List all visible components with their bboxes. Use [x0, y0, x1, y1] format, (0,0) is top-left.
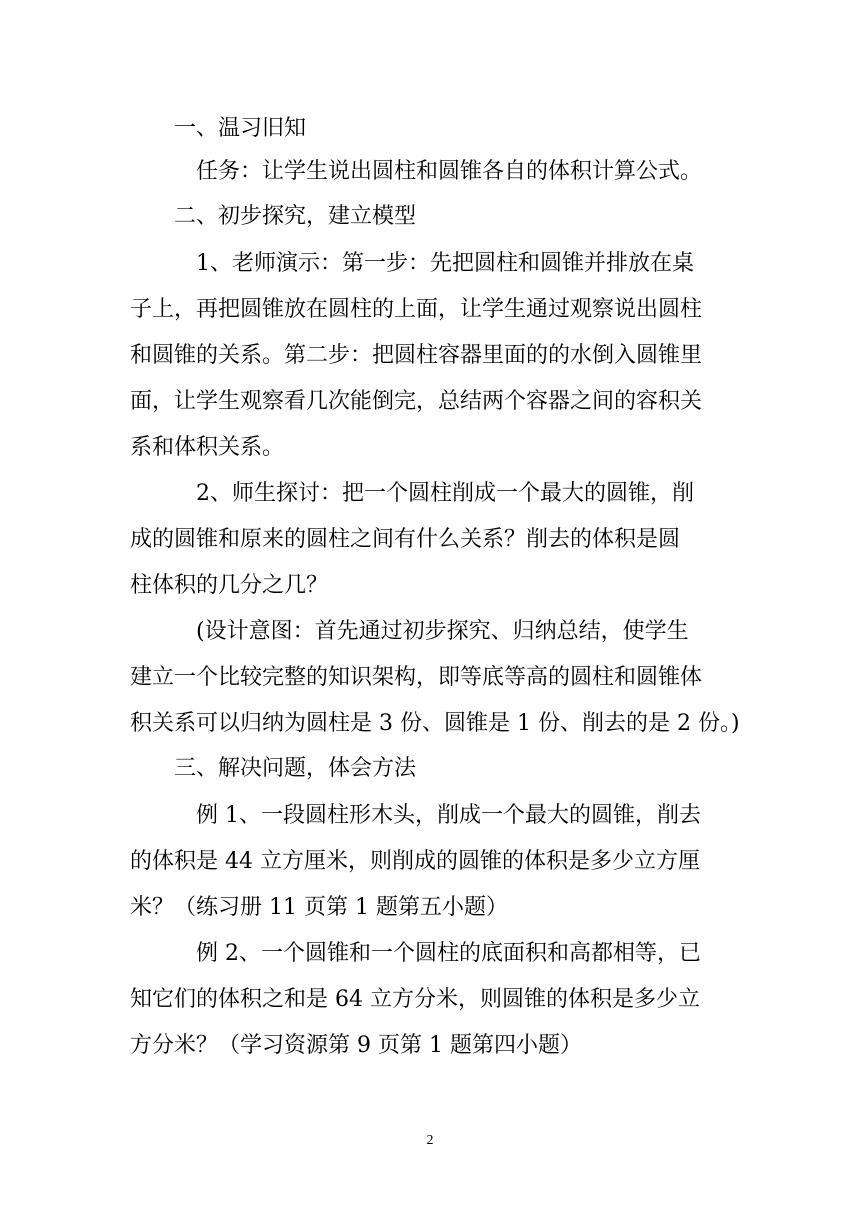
paragraph-line: 和圆锥的关系。第二步：把圆柱容器里面的的水倒入圆锥里	[130, 343, 703, 368]
task-paragraph: 任务：让学生说出圆柱和圆锥各自的体积计算公式。	[130, 159, 703, 184]
paragraph-line: 建立一个比较完整的知识架构，即等底等高的圆柱和圆锥体	[130, 665, 703, 690]
paragraph-line: 积关系可以归纳为圆柱是 3 份、圆锥是 1 份、削去的是 2 份。)	[130, 711, 740, 736]
page-number: 2	[426, 1133, 434, 1148]
paragraph-line: 例 2、一个圆锥和一个圆柱的底面积和高都相等，已	[130, 941, 701, 966]
paragraph-line: 系和体积关系。	[130, 435, 285, 460]
paragraph-line: 的体积是 44 立方厘米，则削成的圆锥的体积是多少立方厘	[130, 849, 700, 874]
heading-solve: 三、解决问题，体会方法	[130, 756, 417, 781]
paragraph-line: 2、师生探讨：把一个圆柱削成一个最大的圆锥，削	[130, 481, 694, 506]
heading-review: 一、温习旧知	[130, 116, 307, 141]
heading-explore: 二、初步探究，建立模型	[130, 204, 417, 229]
paragraph-line: 知它们的体积之和是 64 立方分米，则圆锥的体积是多少立	[130, 987, 700, 1012]
paragraph-line: 成的圆锥和原来的圆柱之间有什么关系？削去的体积是圆	[130, 527, 681, 552]
paragraph-line: (设计意图：首先通过初步探究、归纳总结，使学生	[130, 619, 689, 644]
paragraph-line: 米？（练习册 11 页第 1 题第五小题）	[130, 895, 508, 920]
paragraph-line: 例 1、一段圆柱形木头，削成一个最大的圆锥，削去	[130, 803, 701, 828]
paragraph-line: 柱体积的几分之几？	[130, 573, 329, 598]
paragraph-line: 方分米？（学习资源第 9 页第 1 题第四小题）	[130, 1033, 582, 1058]
paragraph-line: 面，让学生观察看几次能倒完，总结两个容器之间的容积关	[130, 389, 703, 414]
paragraph-line: 子上，再把圆锥放在圆柱的上面，让学生通过观察说出圆柱	[130, 297, 703, 322]
paragraph-line: 1、老师演示：第一步：先把圆柱和圆锥并排放在桌	[130, 251, 694, 276]
